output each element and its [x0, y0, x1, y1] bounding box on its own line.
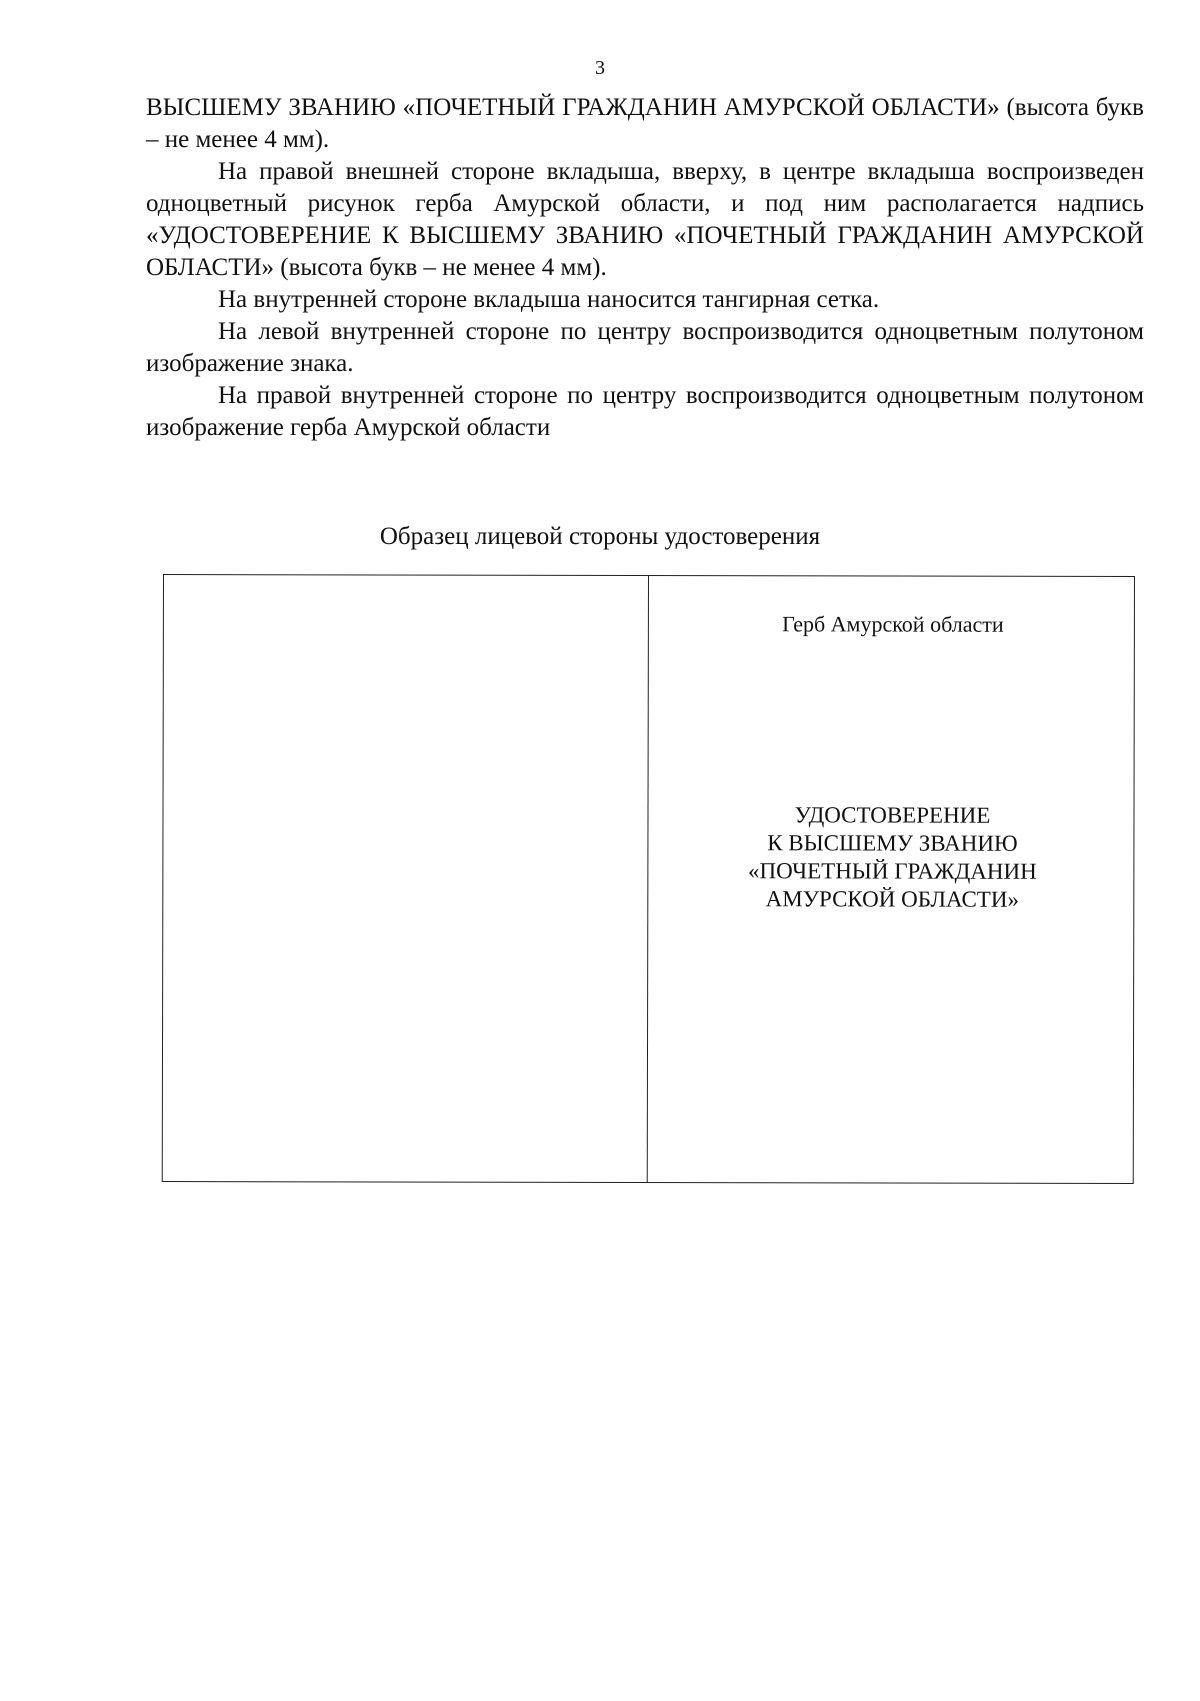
certificate-right-panel — [649, 576, 1136, 1183]
paragraph-inner-side-grid: На внутренней стороне вкладыша наносится тангирная сетка. — [218, 286, 880, 313]
document-body — [146, 92, 1144, 444]
certificate-title-line: К ВЫСШЕМУ ЗВАНИЮ — [767, 830, 1018, 856]
certificate-title-line: УДОСТОВЕРЕНИЕ — [794, 802, 991, 828]
paragraph-right-inner-side: На правой внутренней стороне по центру воспроизводится одноцветным полутоном изображение герба Амурской области — [146, 382, 1144, 441]
certificate-sample-frame — [162, 574, 1135, 1184]
certificate-title-line: «ПОЧЕТНЫЙ ГРАЖДАНИН — [747, 858, 1037, 884]
page-number: 3 — [595, 57, 605, 79]
certificate-title — [649, 801, 1135, 914]
paragraph-left-inner-side: На левой внутренней стороне по центру воспроизводится одноцветным полутоном изображение знака. — [146, 318, 1144, 377]
certificate-left-panel — [163, 575, 648, 1182]
certificate-title-line: АМУРСКОЙ ОБЛАСТИ» — [765, 886, 1020, 912]
paragraph-continuation: ВЫСШЕМУ ЗВАНИЮ «ПОЧЕТНЫЙ ГРАЖДАНИН АМУРСКОЙ ОБЛАСТИ» (высота букв – не менее 4 мм). — [146, 94, 1144, 153]
coat-of-arms-placeholder: Герб Амурской области — [782, 611, 1004, 637]
sample-caption: Образец лицевой стороны удостоверения — [379, 523, 821, 550]
paragraph-right-outer-side: На правой внешней стороне вкладыша, вверху, в центре вкладыша воспроизведен одноцветный рисунок герба Амурской области, и под ним располагается надпись «УДОСТОВЕРЕНИЕ К ВЫСШЕМУ ЗВАНИЮ «ПОЧЕТНЫЙ ГРАЖДАНИН АМУРСКОЙ ОБЛАСТИ» (высота букв – не менее 4 мм). — [146, 158, 1144, 281]
